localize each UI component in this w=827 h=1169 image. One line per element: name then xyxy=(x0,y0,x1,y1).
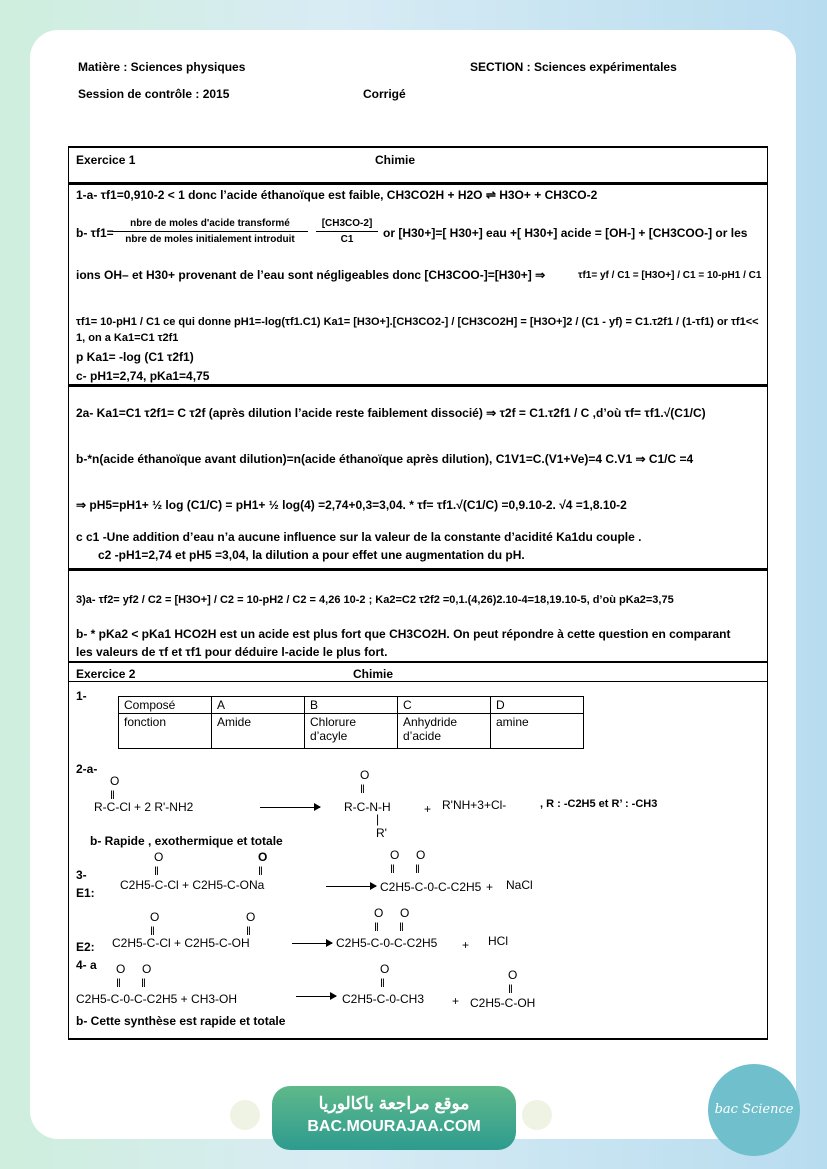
table-cell: Amide xyxy=(212,714,305,749)
table-row xyxy=(119,697,584,714)
table-cell: C xyxy=(398,697,491,714)
rule xyxy=(68,1038,768,1040)
r2-product-sub: R' xyxy=(376,826,387,840)
table-cell: amine xyxy=(491,714,584,749)
q4a-label: 4- a xyxy=(76,958,97,972)
corrige-label: Corrigé xyxy=(363,87,406,101)
q2b-label: b- Rapide , exothermique et totale xyxy=(90,834,283,848)
rule xyxy=(68,182,768,185)
rule xyxy=(68,681,768,682)
session-label: Session de contrôle : 2015 xyxy=(78,87,230,101)
table-cell: B xyxy=(305,697,398,714)
e1-product: C2H5-C-0-C-C2H5 xyxy=(380,880,482,894)
q1b-start: b- τf1= xyxy=(76,226,114,240)
r2-reactants: R-C-Cl + 2 R'-NH2 xyxy=(94,800,194,814)
r4-product: C2H5-C-0-CH3 xyxy=(342,992,425,1006)
carbonyl-o: O ‖ xyxy=(360,768,370,796)
table-cell: A xyxy=(212,697,305,714)
r4-reactants: C2H5-C-0-C-C2H5 + CH3-OH xyxy=(76,992,238,1006)
reaction-arrow xyxy=(260,807,320,808)
site-banner[interactable] xyxy=(272,1086,516,1150)
q1b-end: or [H30+]=[ H30+] eau +[ H30+] acide = [OH-] + [CH3COO-] or les xyxy=(383,226,748,240)
bac-science-logo: bac Science xyxy=(708,1064,800,1156)
e2-label: E2: xyxy=(76,940,95,954)
q1a-line: 1-a- τf1=0,910-2 < 1 donc l’acide éthanoïque est faible, CH3CO2H + H2O ⇌ H3O+ + CH3CO-2 xyxy=(76,188,598,202)
exercise2-title: Exercice 2 xyxy=(76,667,136,681)
q3a-line: 3)a- τf2= yf2 / C2 = [H3O+] / C2 = 10-pH2 / C2 = 4,26 10-2 ; Ka2=C2 τ2f2 =0,1.(4,26)2.10-4=18,19.10-5, d’où pKa2=3,75 xyxy=(76,594,674,606)
compound-table xyxy=(118,696,584,749)
q2b-line: b-*n(acide éthanoïque avant dilution)=n(acide éthanoïque après dilution), C1V1=C.(V1+Ve)=4 C.V1 ⇒ C1/C =4 xyxy=(76,452,694,466)
table-cell: Anhydride d’acide xyxy=(398,714,491,749)
banner-arabic: موقع مراجعة باكالوريا xyxy=(318,1094,470,1113)
exercise1-title: Exercice 1 xyxy=(76,153,136,167)
fraction-ch3co2: [CH3CO-2] C1 xyxy=(316,218,378,245)
rule xyxy=(68,568,768,571)
frame-left xyxy=(68,146,69,1040)
q2a-line: 2a- Ka1=C1 τ2f1= C τ2f (après dilution l’acide reste faiblement dissocié) ⇒ τ2f = C1.τ2f1 / C ,d’où τf= τf1.√(C1/C) xyxy=(76,406,706,420)
r4-side: C2H5-C-OH xyxy=(470,996,536,1010)
table-cell: D xyxy=(491,697,584,714)
table-cell: Chlorure d’acyle xyxy=(305,714,398,749)
banner-url[interactable]: BAC.MOURAJAA.COM xyxy=(307,1118,481,1135)
q2c1-line: c c1 -Une addition d’eau n’a aucune influence sur la valeur de la constante d’acidité Ka1du couple . xyxy=(76,530,642,544)
table-cell: Composé xyxy=(119,697,212,714)
r2-side: R'NH+3+Cl- xyxy=(442,798,507,812)
rule xyxy=(68,661,768,663)
q2a-label: 2-a- xyxy=(76,762,98,776)
q1b-line3: τf1= 10-pH1 / C1 ce qui donne pH1=-log(τf1.C1) Ka1= [H3O+].[CH3CO2-] / [CH3CO2H] = [H3O+]2 / (C1 - yf) = C1.τ2f1 / (1-τf1) or τf1<< 1, on a Ka1=C1 τ2f1 xyxy=(76,316,759,344)
q1b-formula: τf1= yf / C1 = [H3O+] / C1 = 10-pH1 / C1 xyxy=(578,270,762,281)
r2-product: R-C-N-H xyxy=(344,800,391,814)
rule xyxy=(68,384,768,387)
q3b-line2: les valeurs de τf et τf1 pour déduire l-acide le plus fort. xyxy=(76,645,388,659)
small-logo-icon xyxy=(230,1100,260,1130)
reaction-arrow xyxy=(296,996,336,997)
e1-reactants: C2H5-C-Cl + C2H5-C-ONa xyxy=(120,878,265,892)
e2-product: C2H5-C-0-C-C2H5 xyxy=(336,936,438,950)
e2-reactants: C2H5-C-Cl + C2H5-C-OH xyxy=(112,936,250,950)
frame-right xyxy=(767,146,768,1040)
q3b-line1: b- * pKa2 < pKa1 HCO2H est un acide est plus fort que CH3CO2H. On peut répondre à cette question en comparant xyxy=(76,627,731,641)
rule xyxy=(68,146,768,148)
exercise1-topic: Chimie xyxy=(375,153,416,167)
q1c-line: c- pH1=2,74, pKa1=4,75 xyxy=(76,369,210,383)
carbonyl-o: O ‖ xyxy=(110,774,120,802)
section-label: SECTION : Sciences expérimentales xyxy=(470,60,677,74)
reaction-arrow xyxy=(292,943,332,944)
e1-label: E1: xyxy=(76,886,95,900)
reaction-arrow xyxy=(326,886,376,887)
subject-label: Matière : Sciences physiques xyxy=(78,60,246,74)
e1-side: NaCl xyxy=(506,878,533,892)
fraction-moles: nbre de moles d'acide transformé nbre de moles initialement introduit xyxy=(112,218,308,245)
q1b-pka: p Ka1= -log (C1 τ2f1) xyxy=(76,350,194,364)
e2-side: HCl xyxy=(488,934,508,948)
small-logo-icon xyxy=(522,1100,552,1130)
table-row xyxy=(119,714,584,749)
q2b-line2: ⇒ pH5=pH1+ ½ log (C1/C) = pH1+ ½ log(4) =2,74+0,3=3,04. * τf= τf1.√(C1/C) =0,9.10-2. √4 =1,8.10-2 xyxy=(76,498,627,512)
r2-note: , R : -C2H5 et R’ : -CH3 xyxy=(540,798,658,810)
q1b-line2: ions OH– et H30+ provenant de l’eau sont négligeables donc [CH3COO-]=[H30+] ⇒ xyxy=(76,268,546,282)
q2c2-line: c2 -pH1=2,74 et pH5 =3,04, la dilution a pour effet une augmentation du pH. xyxy=(98,548,525,562)
table-cell: fonction xyxy=(119,714,212,749)
exercise2-topic: Chimie xyxy=(353,667,394,681)
q1-label: 1- xyxy=(76,689,87,703)
q4b-label: b- Cette synthèse est rapide et totale xyxy=(76,1014,286,1028)
q3-label: 3- xyxy=(76,868,87,882)
